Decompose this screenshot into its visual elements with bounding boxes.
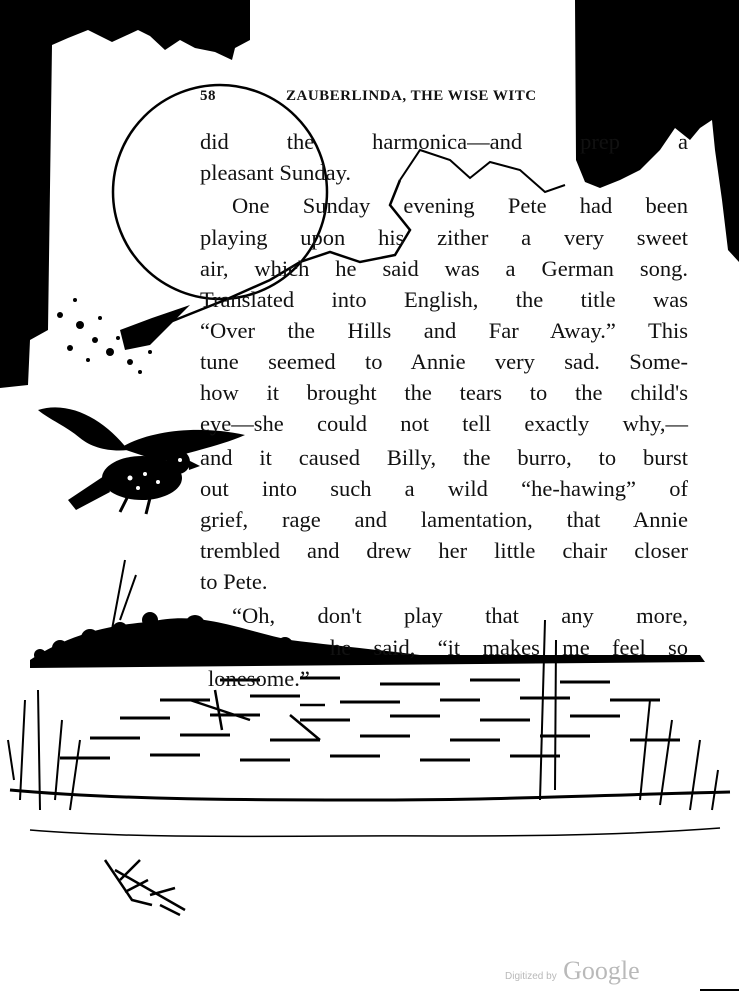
text-line: lonesome.” <box>208 666 310 691</box>
text-line: trembled and drew her little chair closer <box>200 538 688 563</box>
text-line: and it caused Billy, the burro, to burst <box>200 445 688 470</box>
text-line: playing upon his zither a very sweet <box>200 225 688 250</box>
running-head: ZAUBERLINDA, THE WISE WITC <box>286 88 537 104</box>
digitized-by-google-watermark <box>505 956 640 986</box>
digitized-by-label: Digitized by <box>505 971 557 982</box>
text-line: eye—she could not tell exactly why,— <box>200 411 688 436</box>
text-line: “Over the Hills and Far Away.” This <box>200 318 688 343</box>
text-line: he said, “it makes me feel so <box>330 635 688 660</box>
text-line: “Oh, don't play that any more, <box>232 603 688 628</box>
text-line: Translated into English, the title was <box>200 287 688 312</box>
page-number: 58 <box>200 88 216 104</box>
text-line: out into such a wild “he-hawing” of <box>200 476 688 501</box>
text-line: tune seemed to Annie very sad. Some- <box>200 349 688 374</box>
text-line: how it brought the tears to the child's <box>200 380 688 405</box>
google-logo-text: Google <box>563 956 640 985</box>
text-line: One Sunday evening Pete had been <box>232 193 688 218</box>
text-line: did the harmonica—and prep a <box>200 129 688 154</box>
text-line: pleasant Sunday. <box>200 160 352 185</box>
text-line: grief, rage and lamentation, that Annie <box>200 507 688 532</box>
dragonfly-illustration <box>105 690 325 915</box>
text-line: to Pete. <box>200 569 268 594</box>
text-line: air, which he said was a German song. <box>200 256 688 281</box>
